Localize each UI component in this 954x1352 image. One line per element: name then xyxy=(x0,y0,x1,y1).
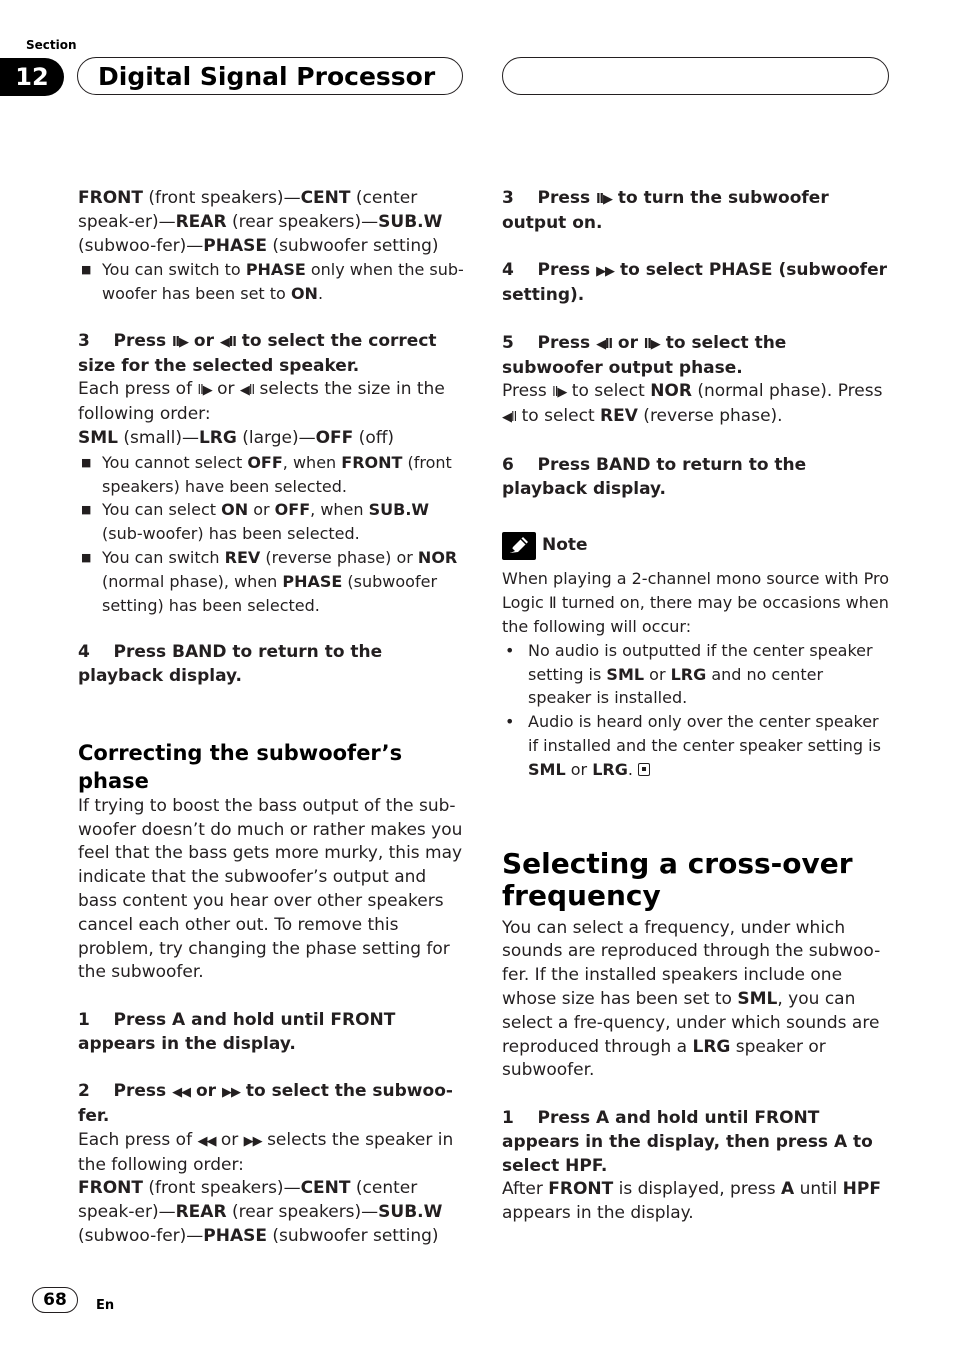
chapter-title: Digital Signal Processor xyxy=(77,57,463,95)
note-header xyxy=(502,531,890,561)
fast-forward-icon: ▶▶ xyxy=(221,1085,240,1101)
rewind-icon: ◀◀ xyxy=(197,1133,216,1149)
step-4-heading: 4 Press BAND to return to the playback display. xyxy=(78,642,383,686)
language-code: En xyxy=(96,1298,115,1313)
phase-step-1-heading: 1 Press A and hold until FRONT appears in the display. xyxy=(78,1009,396,1054)
phase-step-2-text: Each press of ◀◀ or ▶▶ selects the speaker in the following order: xyxy=(78,1129,454,1175)
dot-bullet-icon: • xyxy=(505,712,515,732)
reverse-pause-icon: ◀ll xyxy=(239,383,255,399)
phase-step-5-heading: 5 Press ◀ll or ll▶ to select the subwoofer output phase. xyxy=(502,332,787,378)
reverse-pause-icon: ◀ll xyxy=(502,410,517,426)
subwoofer-phase-heading: Correcting the subwoofer’s phase xyxy=(78,740,403,793)
bullet-off-front: ■ You cannot select OFF, when FRONT (front speakers) have been selected. xyxy=(81,452,452,496)
right-column xyxy=(502,187,890,1226)
play-pause-icon: ll▶ xyxy=(197,383,212,399)
section-label: Section xyxy=(26,38,77,52)
step-3-text: Each press of ll▶ or ◀ll selects the size in the following order: xyxy=(78,379,445,425)
header-box-empty xyxy=(502,57,889,95)
page-number: 68 xyxy=(32,1287,78,1313)
section-number-badge: 12 xyxy=(0,58,64,96)
step-3-heading: 3 Press ll▶ or ◀ll to select the correct size for the selected speaker. xyxy=(78,330,437,376)
rewind-icon: ◀◀ xyxy=(172,1085,191,1101)
bullet-on-off-subw: ■ You can select ON or OFF, when SUB.W (sub-woofer) has been selected. xyxy=(81,500,430,544)
fast-forward-icon: ▶▶ xyxy=(596,264,615,280)
square-bullet-icon: ■ xyxy=(81,550,92,564)
reverse-pause-icon: ◀ll xyxy=(596,336,612,352)
crossover-intro: You can select a frequency, under which sounds are reproduced through the subwoo-fer. If the installed speakers include one whose size has been set to SML, you can select a fre-quency, under which sounds are reproduced through a LRG speaker or subwoofer. xyxy=(502,917,881,1081)
crossover-step-1-heading: 1 Press A and hold until FRONT appears in the display, then press A to select HPF. xyxy=(502,1107,873,1176)
note-title: Note xyxy=(542,535,588,556)
speaker-order-list: FRONT (front speakers)—CENT (center speak-er)—REAR (rear speakers)—SUB.W (subwoo-fer)—PHASE (subwoofer setting) xyxy=(78,188,443,256)
play-pause-icon: ll▶ xyxy=(643,336,660,352)
phase-step-2-heading: 2 Press ◀◀ or ▶▶ to select the subwoo-fer. xyxy=(78,1081,453,1127)
play-pause-icon: ll▶ xyxy=(596,192,612,207)
note-bullet-center-only: • Audio is heard only over the center speaker if installed and the center speaker setting is SML or LRG. xyxy=(505,712,881,779)
square-bullet-icon: ■ xyxy=(81,263,92,277)
phase-step-5-text: Press ll▶ to select NOR (normal phase). Press ◀ll to select REV (reverse phase). xyxy=(502,381,883,427)
left-column xyxy=(78,187,466,1249)
crossover-step-1-text: After FRONT is displayed, press A until HPF appears in the display. xyxy=(502,1179,881,1224)
play-pause-icon: ll▶ xyxy=(172,334,188,350)
pencil-note-icon xyxy=(502,532,536,560)
square-bullet-icon: ■ xyxy=(81,503,92,517)
phase-step-6-heading: 6 Press BAND to return to the playback display. xyxy=(502,454,807,499)
note-bullet-no-audio: • No audio is outputted if the center speaker setting is SML or LRG and no center speaker is installed. xyxy=(505,640,873,708)
phase-step-3-heading: 3 Press ll▶ to turn the subwoofer output on. xyxy=(502,188,829,233)
reverse-pause-icon: ◀ll xyxy=(219,334,236,350)
play-pause-icon: ll▶ xyxy=(552,385,567,401)
end-mark-icon xyxy=(638,763,650,776)
note-text: When playing a 2-channel mono source with Pro Logic Ⅱ turned on, there may be occasions when the following will occur: xyxy=(502,569,889,636)
bullet-rev-nor: ■ You can switch REV (reverse phase) or NOR (normal phase), when PHASE (subwoofer setting) has been selected. xyxy=(81,547,458,615)
speaker-order-list-2: FRONT (front speakers)—CENT (center speak-er)—REAR (rear speakers)—SUB.W (subwoo-fer)—PHASE (subwoofer setting) xyxy=(78,1178,443,1247)
phase-step-4-heading: 4 Press ▶▶ to select PHASE (subwoofer setting). xyxy=(502,260,887,306)
dot-bullet-icon: • xyxy=(505,640,515,660)
subwoofer-phase-intro: If trying to boost the bass output of the sub-woofer doesn’t do much or rather makes you feel that the bass gets more murky, this may indicate that the subwoofer’s output and bass content you hear over other speakers cancel each other out. To remove this problem, try changing the phase setting for the subwoofer. xyxy=(78,795,463,983)
square-bullet-icon: ■ xyxy=(81,455,92,469)
note-phase-switch: ■ You can switch to PHASE only when the sub-woofer has been set to ON. xyxy=(81,260,464,304)
size-order-list: SML (small)—LRG (large)—OFF (off) xyxy=(78,427,395,448)
fast-forward-icon: ▶▶ xyxy=(243,1133,262,1149)
crossover-heading: Selecting a cross-over frequency xyxy=(502,846,853,912)
